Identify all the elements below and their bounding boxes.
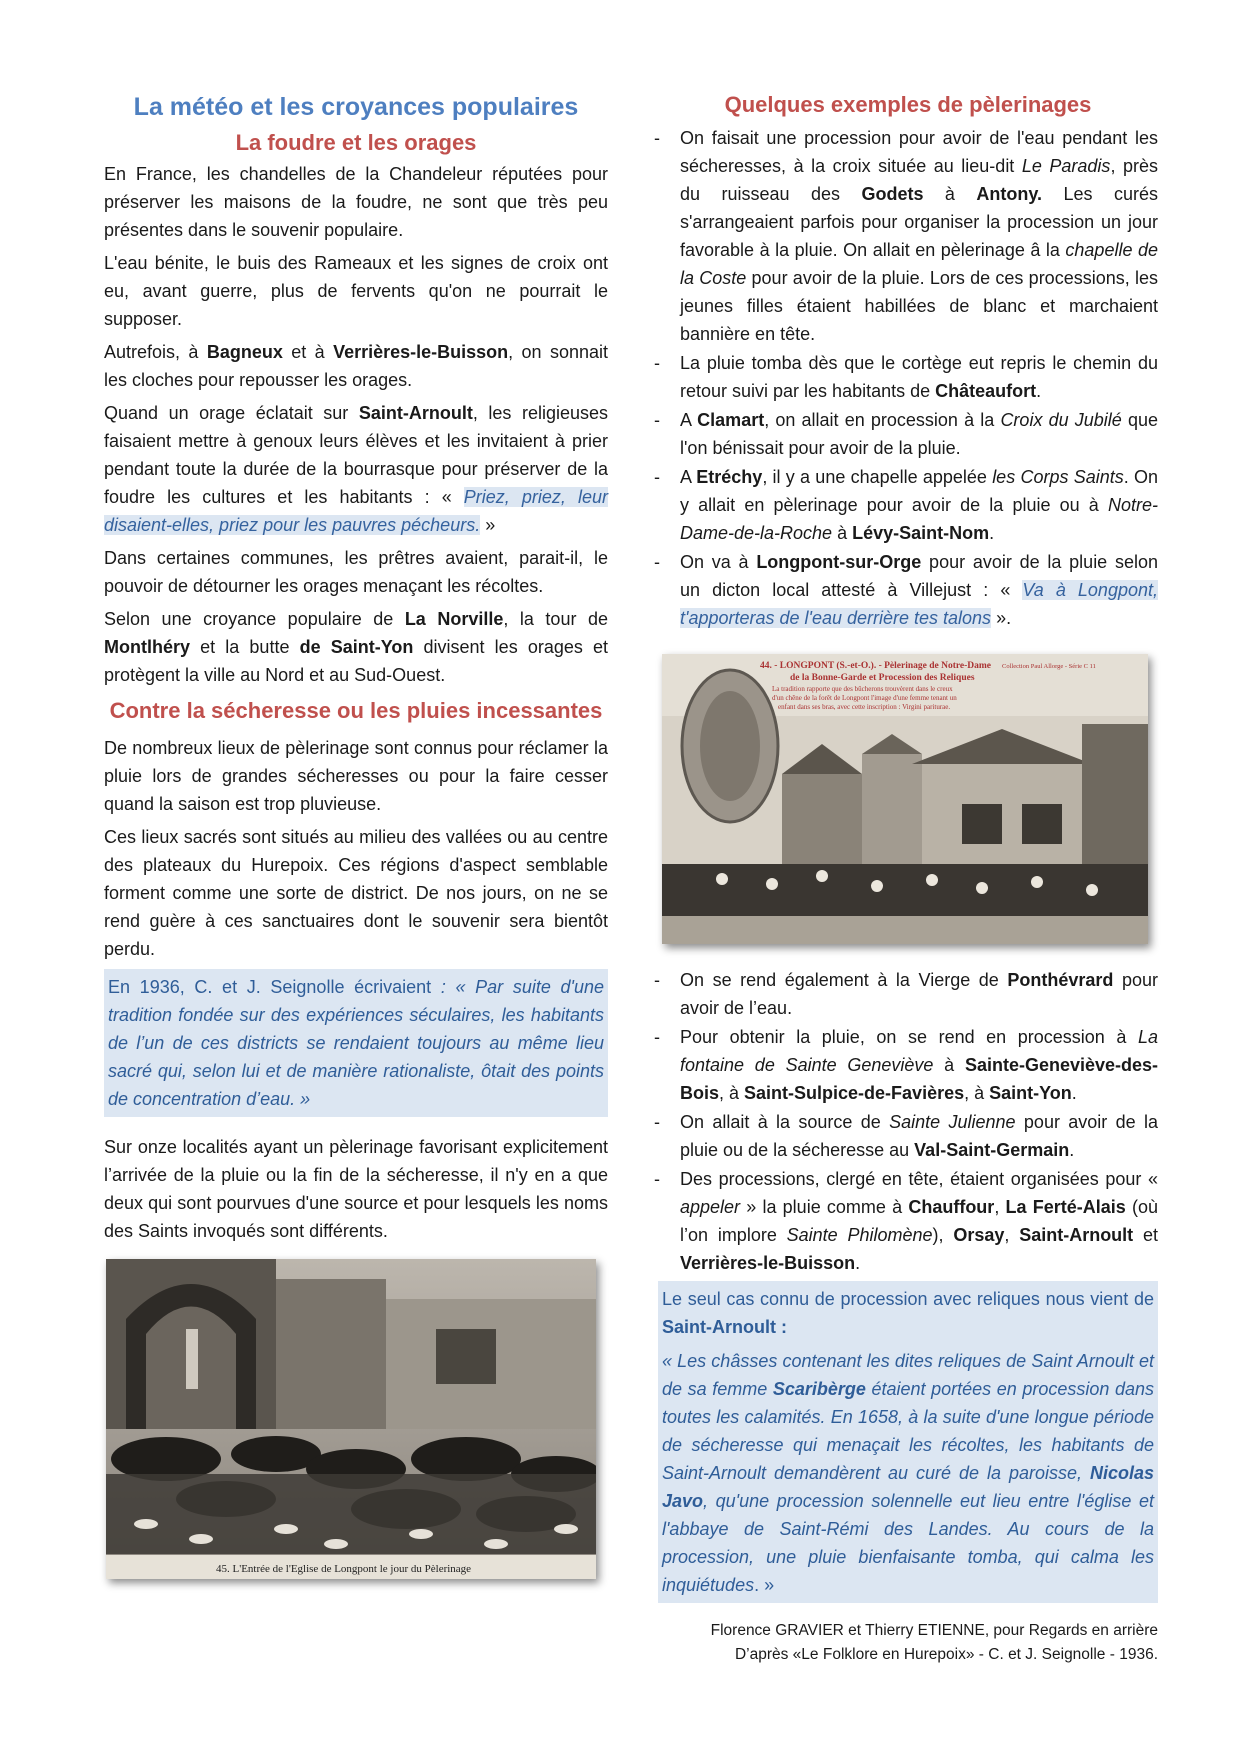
photo-caption: 45. L'Entrée de l'Eglise de Longpont le jour du Pèlerinage — [216, 1563, 472, 1575]
section-title-secheresse: Contre la sécheresse ou les pluies incessantes — [109, 698, 603, 723]
highlighted-quote: Priez, priez, leur disaient-elles, priez pour les pauvres pécheurs. — [104, 487, 608, 535]
list-item: - A Clamart, on allait en procession à la Croix du Jubilé que l'on bénissait pour avoir de la pluie. — [658, 406, 1158, 462]
photo-illustration — [106, 1259, 596, 1579]
left-column — [104, 88, 608, 1579]
paragraph: Quand un orage éclatait sur Saint-Arnoult, les religieuses faisaient mettre à genoux leurs élèves et les invitaient à prier pendant toute la durée de la bourrasque pour préserver de la foudre les cultures et les habitants : « Priez, priez, leur disaient-elles, priez pour les pauvres pécheurs. » — [104, 403, 608, 535]
list-item: - A Etréchy, il y a une chapelle appelée les Corps Saints. On y allait en pèlerinage pour avoir de la pluie ou à Notre-Dame-de-la-Roche à Lévy-Saint-Nom. — [658, 463, 1158, 547]
section-title-exemples: Quelques exemples de pèlerinages — [724, 92, 1092, 117]
photo-header-line: 44. - LONGPONT (S.-et-O.). - Pèlerinage de Notre-Dame — [760, 661, 992, 671]
paragraph: En France, les chandelles de la Chandeleur réputées pour préserver les maisons de la foudre, ne sont que très peu présentes dans le souvenir populaire. — [104, 164, 608, 240]
photo-header-line: de la Bonne-Garde et Procession des Reliques — [790, 673, 975, 683]
section-title-foudre: La foudre et les orages — [235, 130, 477, 155]
list-item: - Des processions, clergé en tête, étaient organisées pour « appeler » la pluie comme à Chauffour, La Ferté-Alais (où l’on implore Sainte Philomène), Orsay, Saint-Arnoult et Verrières-le-Buisson. — [658, 1165, 1158, 1277]
paragraph: Sur onze localités ayant un pèlerinage favorisant explicitement l’arrivée de la pluie ou la fin de la sécheresse, il n'y en a que deux qui sont pourvues d'une source et pour lesquels les noms des Saints invoqués sont différents. — [104, 1137, 608, 1241]
pilgrimage-list-bottom — [658, 966, 1158, 1277]
credit-authors: Florence GRAVIER et Thierry ETIENNE, pour Regards en arrière — [710, 1622, 1158, 1639]
credits — [658, 1619, 1158, 1667]
photo-collection: Collection Paul Allorge - Série C 11 — [1002, 663, 1096, 670]
paragraph: Autrefois, à Bagneux et à Verrières-le-Buisson, on sonnait les cloches pour repousser les orages. — [104, 342, 608, 390]
page-title: La météo et les croyances populaires — [133, 93, 579, 121]
photo-longpont-pilgrimage — [662, 654, 1148, 944]
credit-source: D’après «Le Folklore en Hurepoix» - C. et J. Seignolle - 1936. — [734, 1646, 1158, 1663]
photo-header-line: d'un chêne de la forêt de Longpont l'image d'une femme tenant un — [772, 694, 957, 702]
pilgrimage-list-top — [658, 124, 1158, 632]
photo-longpont-church-entrance — [106, 1259, 596, 1579]
list-item: - On faisait une procession pour avoir de l'eau pendant les sécheresses, à la croix située au lieu-dit Le Paradis, près du ruisseau des Godets à Antony. Les curés s'arrangeaient parfois pour organiser la procession un jour favorable à la pluie. On allait en pèlerinage â la chapelle de la Coste pour avoir de la pluie. Lors de ces processions, les jeunes filles étaient habillées de blanc et marchaient bannière en tête. — [658, 124, 1158, 348]
paragraph: Ces lieux sacrés sont situés au milieu des vallées ou au centre des plateaux du Hurepoix. Ces régions d'aspect semblable forment comme une sorte de district. De nos jours, on ne se rend guère à ces sanctuaires dont le souvenir sera bientôt perdu. — [104, 827, 608, 959]
photo-header-line: enfant dans ses bras, avec cette inscription : Virgini pariturae. — [778, 703, 951, 711]
paragraph: Dans certaines communes, les prêtres avaient, parait-il, le pouvoir de détourner les orages menaçant les récoltes. — [104, 548, 608, 596]
seignolle-quote-box: En 1936, C. et J. Seignolle écrivaient : « Par suite d'une tradition fondée sur des expériences séculaires, les habitants de l’un de ces districts se rendaient toujours au même lieu sacré qui, selon lui et de manière rationaliste, ôtait des points de concentration d’eau. » — [104, 969, 608, 1117]
photo-illustration — [662, 654, 1148, 944]
paragraph: Selon une croyance populaire de La Norville, la tour de Montlhéry et la butte de Saint-Yon divisent les orages et protègent la ville au Nord et au Sud-Ouest. — [104, 609, 608, 685]
list-item: - On va à Longpont-sur-Orge pour avoir de la pluie selon un dicton local attesté à Villejust : « Va à Longpont, t'apporteras de l'eau derrière tes talons ». — [658, 548, 1158, 632]
list-item: - Pour obtenir la pluie, on se rend en procession à La fontaine de Sainte Geneviève à Sainte-Geneviève-des-Bois, à Saint-Sulpice-de-Favières, à Saint-Yon. — [658, 1023, 1158, 1107]
right-column — [658, 88, 1158, 1667]
paragraph: L'eau bénite, le buis des Rameaux et les signes de croix ont eu, avant guerre, plus de fervents qu'on ne pourrait le supposer. — [104, 253, 608, 329]
list-item: - On se rend également à la Vierge de Ponthévrard pour avoir de l’eau. — [658, 966, 1158, 1022]
list-item: - La pluie tomba dès que le cortège eut repris le chemin du retour suivi par les habitants de Châteaufort. — [658, 349, 1158, 405]
list-item: - On allait à la source de Sainte Julienne pour avoir de la pluie ou de la sécheresse au Val-Saint-Germain. — [658, 1108, 1158, 1164]
photo-header-line: La tradition rapporte que des bûcherons trouvèrent dans le creux — [772, 685, 953, 693]
paragraph: De nombreux lieux de pèlerinage sont connus pour réclamer la pluie lors de grandes sécheresses ou pour la faire cesser quand la saison est trop pluvieuse. — [104, 738, 608, 814]
highlighted-quote: Va à Longpont, t'apporteras de l'eau derrière tes talons — [680, 580, 1158, 628]
saint-arnoult-quote-box: Le seul cas connu de procession avec reliques nous vient de Saint-Arnoult : « Les châsses contenant les dites reliques de Saint Arnoult et de sa femme Scaribèrge étaient portées en procession dans toutes les calamités. En 1658, à la suite d'une longue période de sécheresse qui menaçait les récoltes, les habitants de Saint-Arnoult demandèrent au curé de la paroisse, Nicolas Javo, qu'une procession solennelle eut lieu entre l'église et l'abbaye de Saint-Rémi des Landes. Au cours de la procession, une pluie bienfaisante tomba, qui calma les inquiétudes. » — [658, 1281, 1158, 1603]
